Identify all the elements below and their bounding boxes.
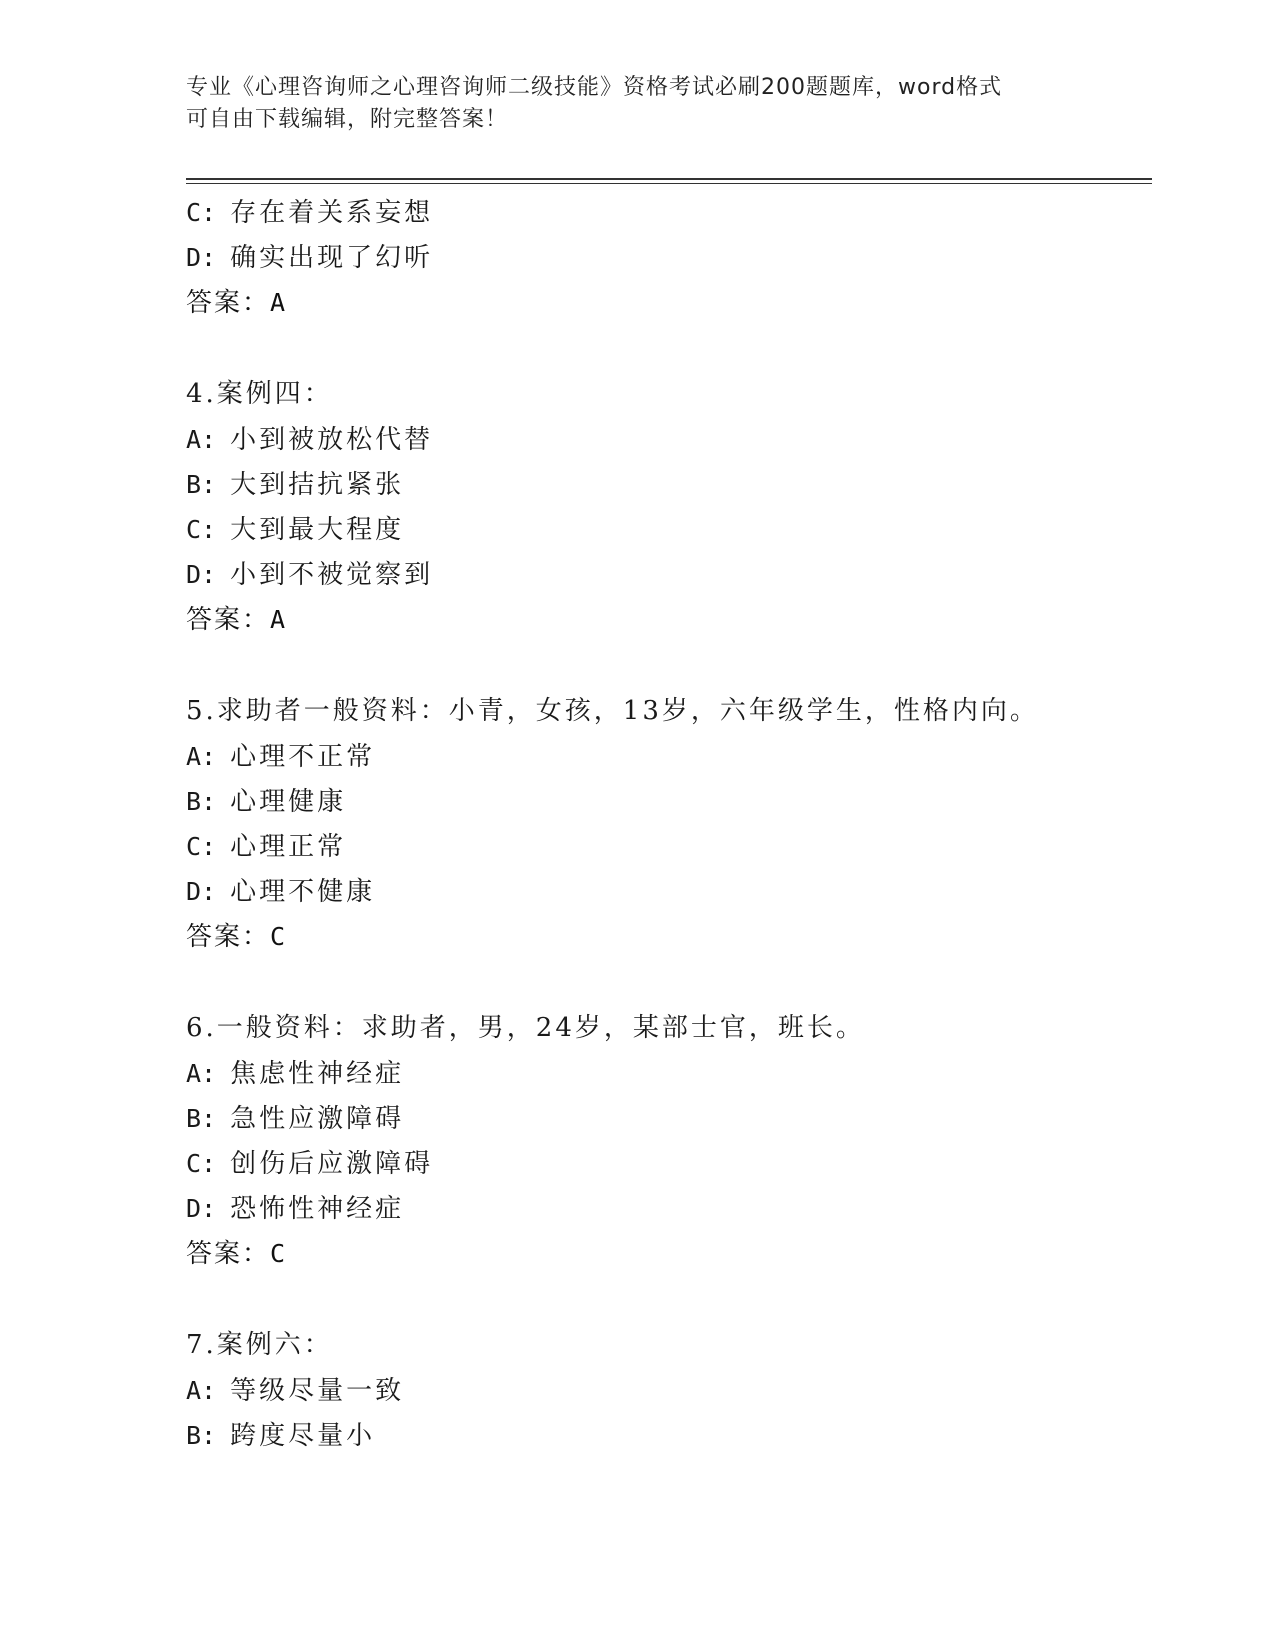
q3-option-d <box>186 235 1152 280</box>
q6-option-a <box>186 1051 1152 1096</box>
q5-option-b <box>186 779 1152 824</box>
q4-option-d <box>186 552 1152 597</box>
q4-option-a <box>186 417 1152 462</box>
option-letter: A: <box>186 1059 217 1088</box>
q7-option-b <box>186 1413 1152 1458</box>
answer-value: C <box>270 1239 286 1268</box>
q6-option-c <box>186 1141 1152 1186</box>
option-letter: D: <box>186 243 217 272</box>
option-text: 等级尽量一致 <box>230 1376 405 1406</box>
document-header <box>186 72 1086 136</box>
option-letter: C: <box>186 198 217 227</box>
option-text: 心理健康 <box>230 787 347 817</box>
option-letter: B: <box>186 787 217 816</box>
option-text: 小到被放松代替 <box>230 425 434 455</box>
q6-option-b <box>186 1096 1152 1141</box>
option-text: 心理不正常 <box>230 742 376 772</box>
q5-option-c <box>186 824 1152 869</box>
option-text: 确实出现了幻听 <box>230 243 434 273</box>
option-letter: D: <box>186 877 217 906</box>
option-text: 恐怖性神经症 <box>230 1194 405 1224</box>
q4-option-c <box>186 507 1152 552</box>
option-letter: B: <box>186 1104 217 1133</box>
answer-label: 答案： <box>186 605 271 635</box>
option-letter: C: <box>186 1149 217 1178</box>
option-letter: A: <box>186 742 217 771</box>
q6-answer <box>186 1231 1152 1276</box>
question-list <box>186 190 1152 1458</box>
q7-option-a <box>186 1368 1152 1413</box>
answer-value: A <box>270 288 286 317</box>
q5-option-a <box>186 734 1152 779</box>
header-divider-thick <box>186 178 1152 180</box>
header-title-line-1: 专业《心理咨询师之心理咨询师二级技能》资格考试必刷200题题库，word格式 <box>186 75 1003 100</box>
option-text: 创伤后应激障碍 <box>230 1149 434 1179</box>
q4-answer <box>186 597 1152 642</box>
option-text: 心理正常 <box>230 832 347 862</box>
q6-option-d <box>186 1186 1152 1231</box>
q3-option-c <box>186 190 1152 235</box>
option-text: 存在着关系妄想 <box>230 198 434 228</box>
option-letter: D: <box>186 560 217 589</box>
header-divider-thin <box>186 183 1152 184</box>
answer-label: 答案： <box>186 922 271 952</box>
answer-value: C <box>270 922 286 951</box>
option-letter: B: <box>186 470 217 499</box>
option-letter: B: <box>186 1421 217 1450</box>
q5-stem: 5.求助者一般资料：小青，女孩，13岁，六年级学生，性格内向。 <box>186 696 1039 726</box>
header-title-line-2: 可自由下载编辑，附完整答案！ <box>186 107 509 132</box>
option-text: 大到最大程度 <box>230 515 405 545</box>
option-letter: C: <box>186 832 217 861</box>
q5-option-d <box>186 869 1152 914</box>
answer-label: 答案： <box>186 288 271 318</box>
option-text: 急性应激障碍 <box>230 1104 405 1134</box>
option-letter: A: <box>186 425 217 454</box>
option-letter: C: <box>186 515 217 544</box>
q5-answer <box>186 914 1152 959</box>
option-text: 心理不健康 <box>230 877 376 907</box>
q3-answer <box>186 280 1152 325</box>
answer-value: A <box>270 605 286 634</box>
option-text: 焦虑性神经症 <box>230 1059 405 1089</box>
q7-stem: 7.案例六： <box>186 1330 333 1360</box>
q6-stem: 6.一般资料：求助者，男，24岁，某部士官，班长。 <box>186 1013 865 1043</box>
option-letter: D: <box>186 1194 217 1223</box>
option-text: 大到拮抗紧张 <box>230 470 405 500</box>
q4-stem: 4.案例四： <box>186 379 333 409</box>
option-text: 跨度尽量小 <box>230 1421 376 1451</box>
q4-option-b <box>186 462 1152 507</box>
option-letter: A: <box>186 1376 217 1405</box>
option-text: 小到不被觉察到 <box>230 560 434 590</box>
answer-label: 答案： <box>186 1239 271 1269</box>
